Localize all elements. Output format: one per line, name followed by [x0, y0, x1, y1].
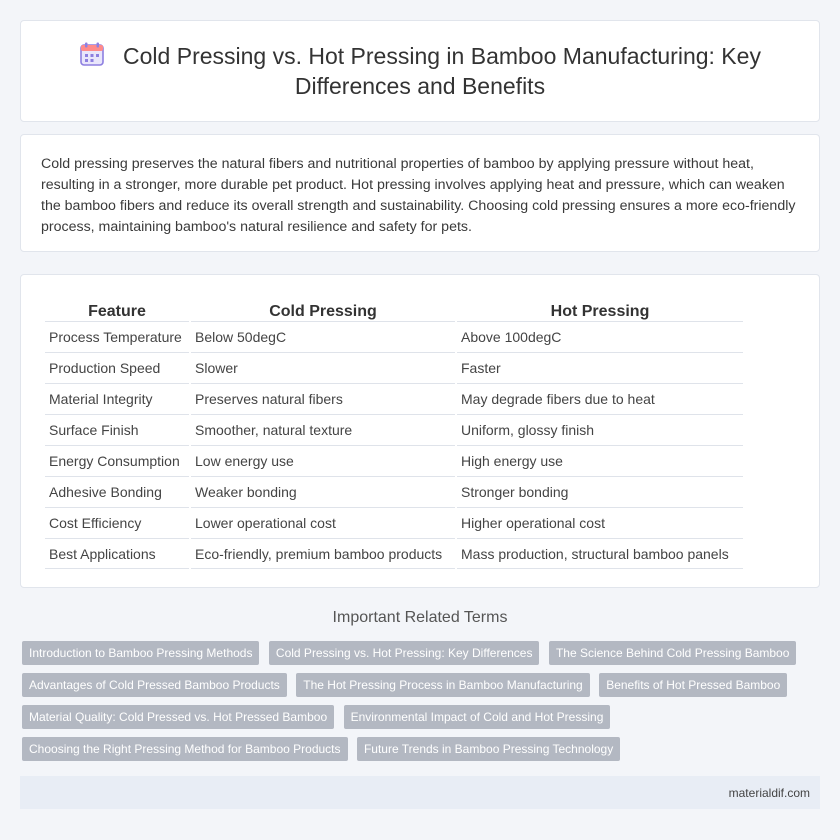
- page-title: [61, 41, 779, 101]
- hot-cell: May degrade fibers due to heat: [457, 383, 743, 414]
- table-row: [45, 383, 743, 414]
- term-tag[interactable]: Advantages of Cold Pressed Bamboo Products: [22, 673, 287, 697]
- cold-cell: Eco-friendly, premium bamboo products: [191, 538, 455, 569]
- term-row: [22, 641, 822, 673]
- term-row: [22, 737, 822, 769]
- header-hot-pressing: Hot Pressing: [550, 303, 650, 320]
- hot-cell: Faster: [457, 352, 743, 383]
- term-row: [22, 705, 822, 737]
- table-row: [45, 414, 743, 445]
- intro-card: [20, 134, 820, 252]
- page-title-text: Cold Pressing vs. Hot Pressing in Bamboo Manufacturing: Key Differences and Benefits: [123, 43, 761, 99]
- term-tag[interactable]: Benefits of Hot Pressed Bamboo: [599, 673, 787, 697]
- cold-cell: Weaker bonding: [191, 476, 455, 507]
- term-tag[interactable]: Introduction to Bamboo Pressing Methods: [22, 641, 259, 665]
- table-row: [45, 538, 743, 569]
- hot-cell: Mass production, structural bamboo panels: [457, 538, 743, 569]
- feature-cell: Adhesive Bonding: [45, 476, 189, 507]
- header-card: [20, 20, 820, 122]
- table-header-row: [45, 297, 743, 321]
- header-cold-pressing: Cold Pressing: [269, 303, 377, 320]
- feature-cell: Surface Finish: [45, 414, 189, 445]
- calendar-icon: [79, 41, 105, 67]
- table-row: [45, 476, 743, 507]
- cold-cell: Slower: [191, 352, 455, 383]
- hot-cell: Uniform, glossy finish: [457, 414, 743, 445]
- term-tag[interactable]: The Science Behind Cold Pressing Bamboo: [549, 641, 796, 665]
- cold-cell: Preserves natural fibers: [191, 383, 455, 414]
- feature-cell: Best Applications: [45, 538, 189, 569]
- title-wrap: [61, 41, 779, 101]
- feature-cell: Energy Consumption: [45, 445, 189, 476]
- term-tag[interactable]: Environmental Impact of Cold and Hot Pressing: [344, 705, 611, 729]
- feature-cell: Production Speed: [45, 352, 189, 383]
- footer-bar: [20, 776, 820, 809]
- comparison-table: [43, 297, 745, 569]
- cold-cell: Lower operational cost: [191, 507, 455, 538]
- related-terms-list: [22, 641, 822, 769]
- hot-cell: Stronger bonding: [457, 476, 743, 507]
- header-feature: Feature: [88, 303, 146, 320]
- table-row: [45, 507, 743, 538]
- term-tag[interactable]: Cold Pressing vs. Hot Pressing: Key Differences: [269, 641, 540, 665]
- hot-cell: Above 100degC: [457, 321, 743, 352]
- cold-cell: Low energy use: [191, 445, 455, 476]
- hot-cell: High energy use: [457, 445, 743, 476]
- cold-cell: Below 50degC: [191, 321, 455, 352]
- feature-cell: Cost Efficiency: [45, 507, 189, 538]
- table-row: [45, 445, 743, 476]
- term-tag[interactable]: Future Trends in Bamboo Pressing Technology: [357, 737, 620, 761]
- term-tag[interactable]: The Hot Pressing Process in Bamboo Manufacturing: [296, 673, 589, 697]
- intro-paragraph: Cold pressing preserves the natural fibers and nutritional properties of bamboo by applying pressure without heat, resulting in a stronger, more durable pet product. Hot pressing involves applying heat and pressure, which can weaken the bamboo fibers and reduce its overall strength and sustainability. Choosing cold pressing ensures a more eco-friendly process, maintaining bamboo's natural resilience and safety for pets.: [41, 156, 796, 235]
- related-terms-heading: Important Related Terms: [332, 609, 508, 626]
- term-tag[interactable]: Choosing the Right Pressing Method for Bamboo Products: [22, 737, 348, 761]
- feature-cell: Process Temperature: [45, 321, 189, 352]
- footer-domain[interactable]: materialdif.com: [728, 786, 810, 800]
- cold-cell: Smoother, natural texture: [191, 414, 455, 445]
- hot-cell: Higher operational cost: [457, 507, 743, 538]
- feature-cell: Material Integrity: [45, 383, 189, 414]
- table-card: [20, 274, 820, 588]
- table-row: [45, 352, 743, 383]
- term-tag[interactable]: Material Quality: Cold Pressed vs. Hot Pressed Bamboo: [22, 705, 334, 729]
- term-row: [22, 673, 822, 705]
- table-row: [45, 321, 743, 352]
